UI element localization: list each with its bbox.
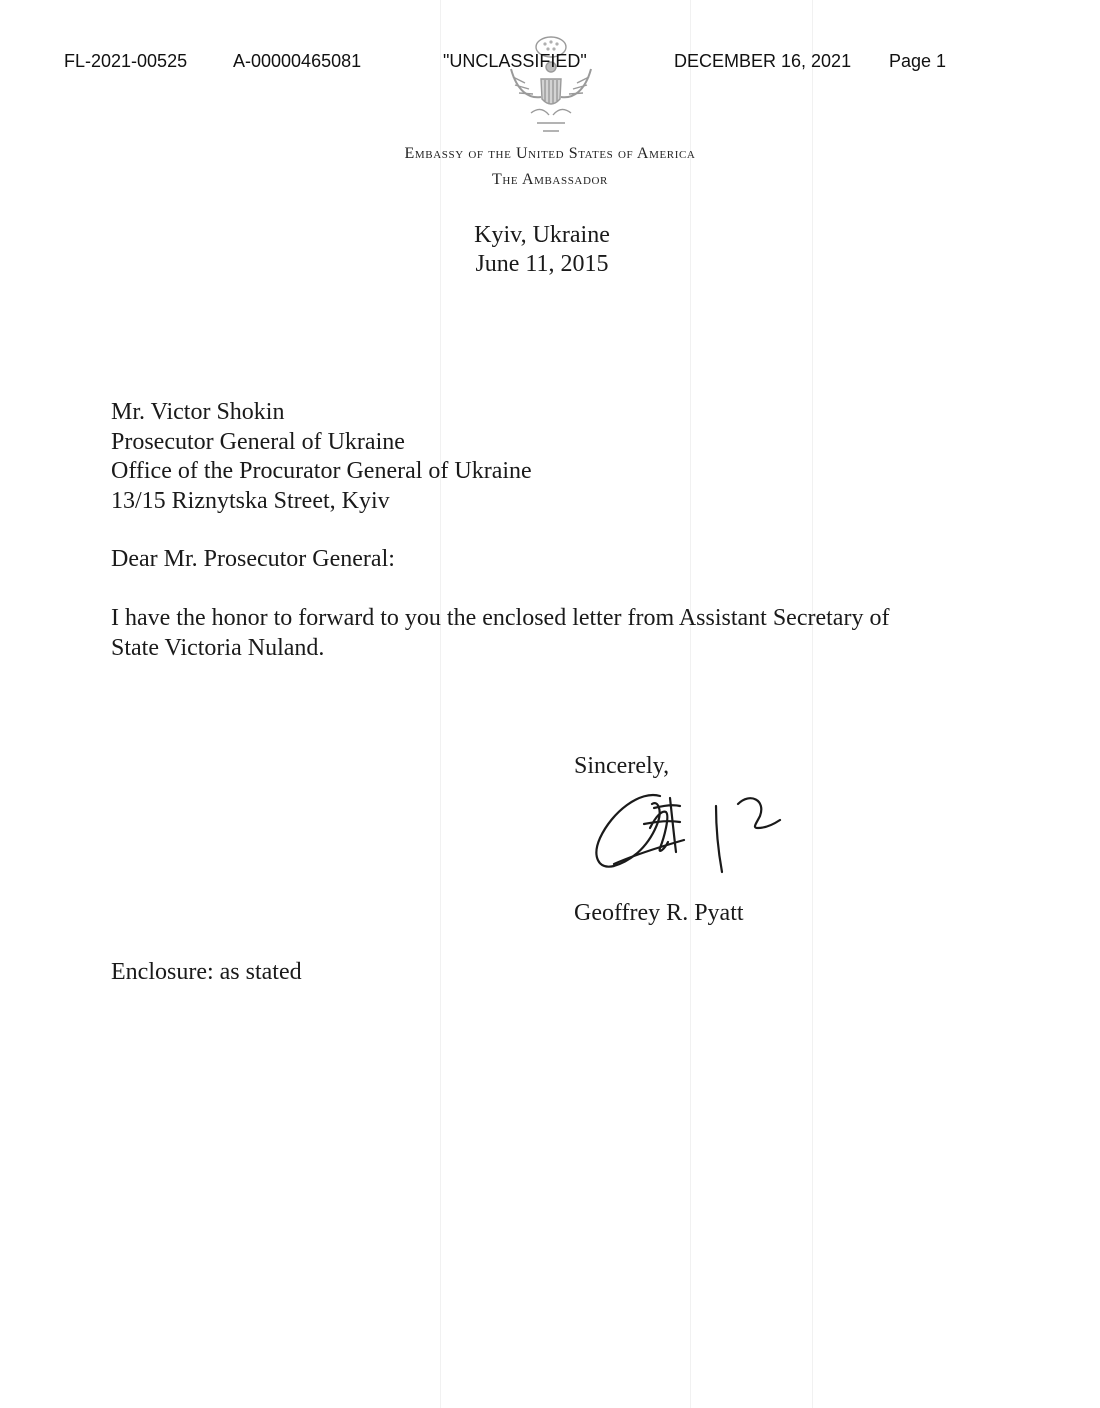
body-line: I have the honor to forward to you the enclosed letter from Assistant Secretary of [111, 605, 890, 631]
recipient-name: Mr. Victor Shokin [111, 399, 285, 425]
handwritten-signature [588, 782, 788, 880]
scan-artifact [690, 0, 691, 1408]
classification-marking: "UNCLASSIFIED" [443, 51, 587, 71]
scan-artifact [812, 0, 813, 1408]
page-number: Page 1 [889, 51, 947, 71]
enclosure-note: Enclosure: as stated [111, 959, 302, 985]
recipient-office: Office of the Procurator General of Ukraine [111, 458, 532, 484]
salutation: Dear Mr. Prosecutor General: [111, 546, 395, 572]
signer-name: Geoffrey R. Pyatt [574, 900, 744, 926]
body-line: State Victoria Nuland. [111, 634, 325, 661]
body-paragraph [111, 604, 889, 663]
letter-date: June 11, 2015 [475, 251, 609, 277]
release-date: DECEMBER 16, 2021 [674, 51, 852, 71]
recipient-street: 13/15 Riznytska Street, Kyiv [111, 487, 390, 514]
letter-location: Kyiv, Ukraine [474, 222, 610, 248]
recipient-address [111, 398, 532, 516]
case-number: FL-2021-00525 [64, 51, 188, 71]
closing: Sincerely, [574, 753, 670, 779]
letterhead-office: The Ambassador [492, 171, 608, 188]
document-id: A-00000465081 [233, 51, 362, 71]
letterhead-embassy: Embassy of the United States of America [404, 145, 696, 162]
embassy-seal-icon [503, 33, 599, 137]
scan-artifact [440, 0, 441, 1408]
recipient-title: Prosecutor General of Ukraine [111, 428, 405, 455]
